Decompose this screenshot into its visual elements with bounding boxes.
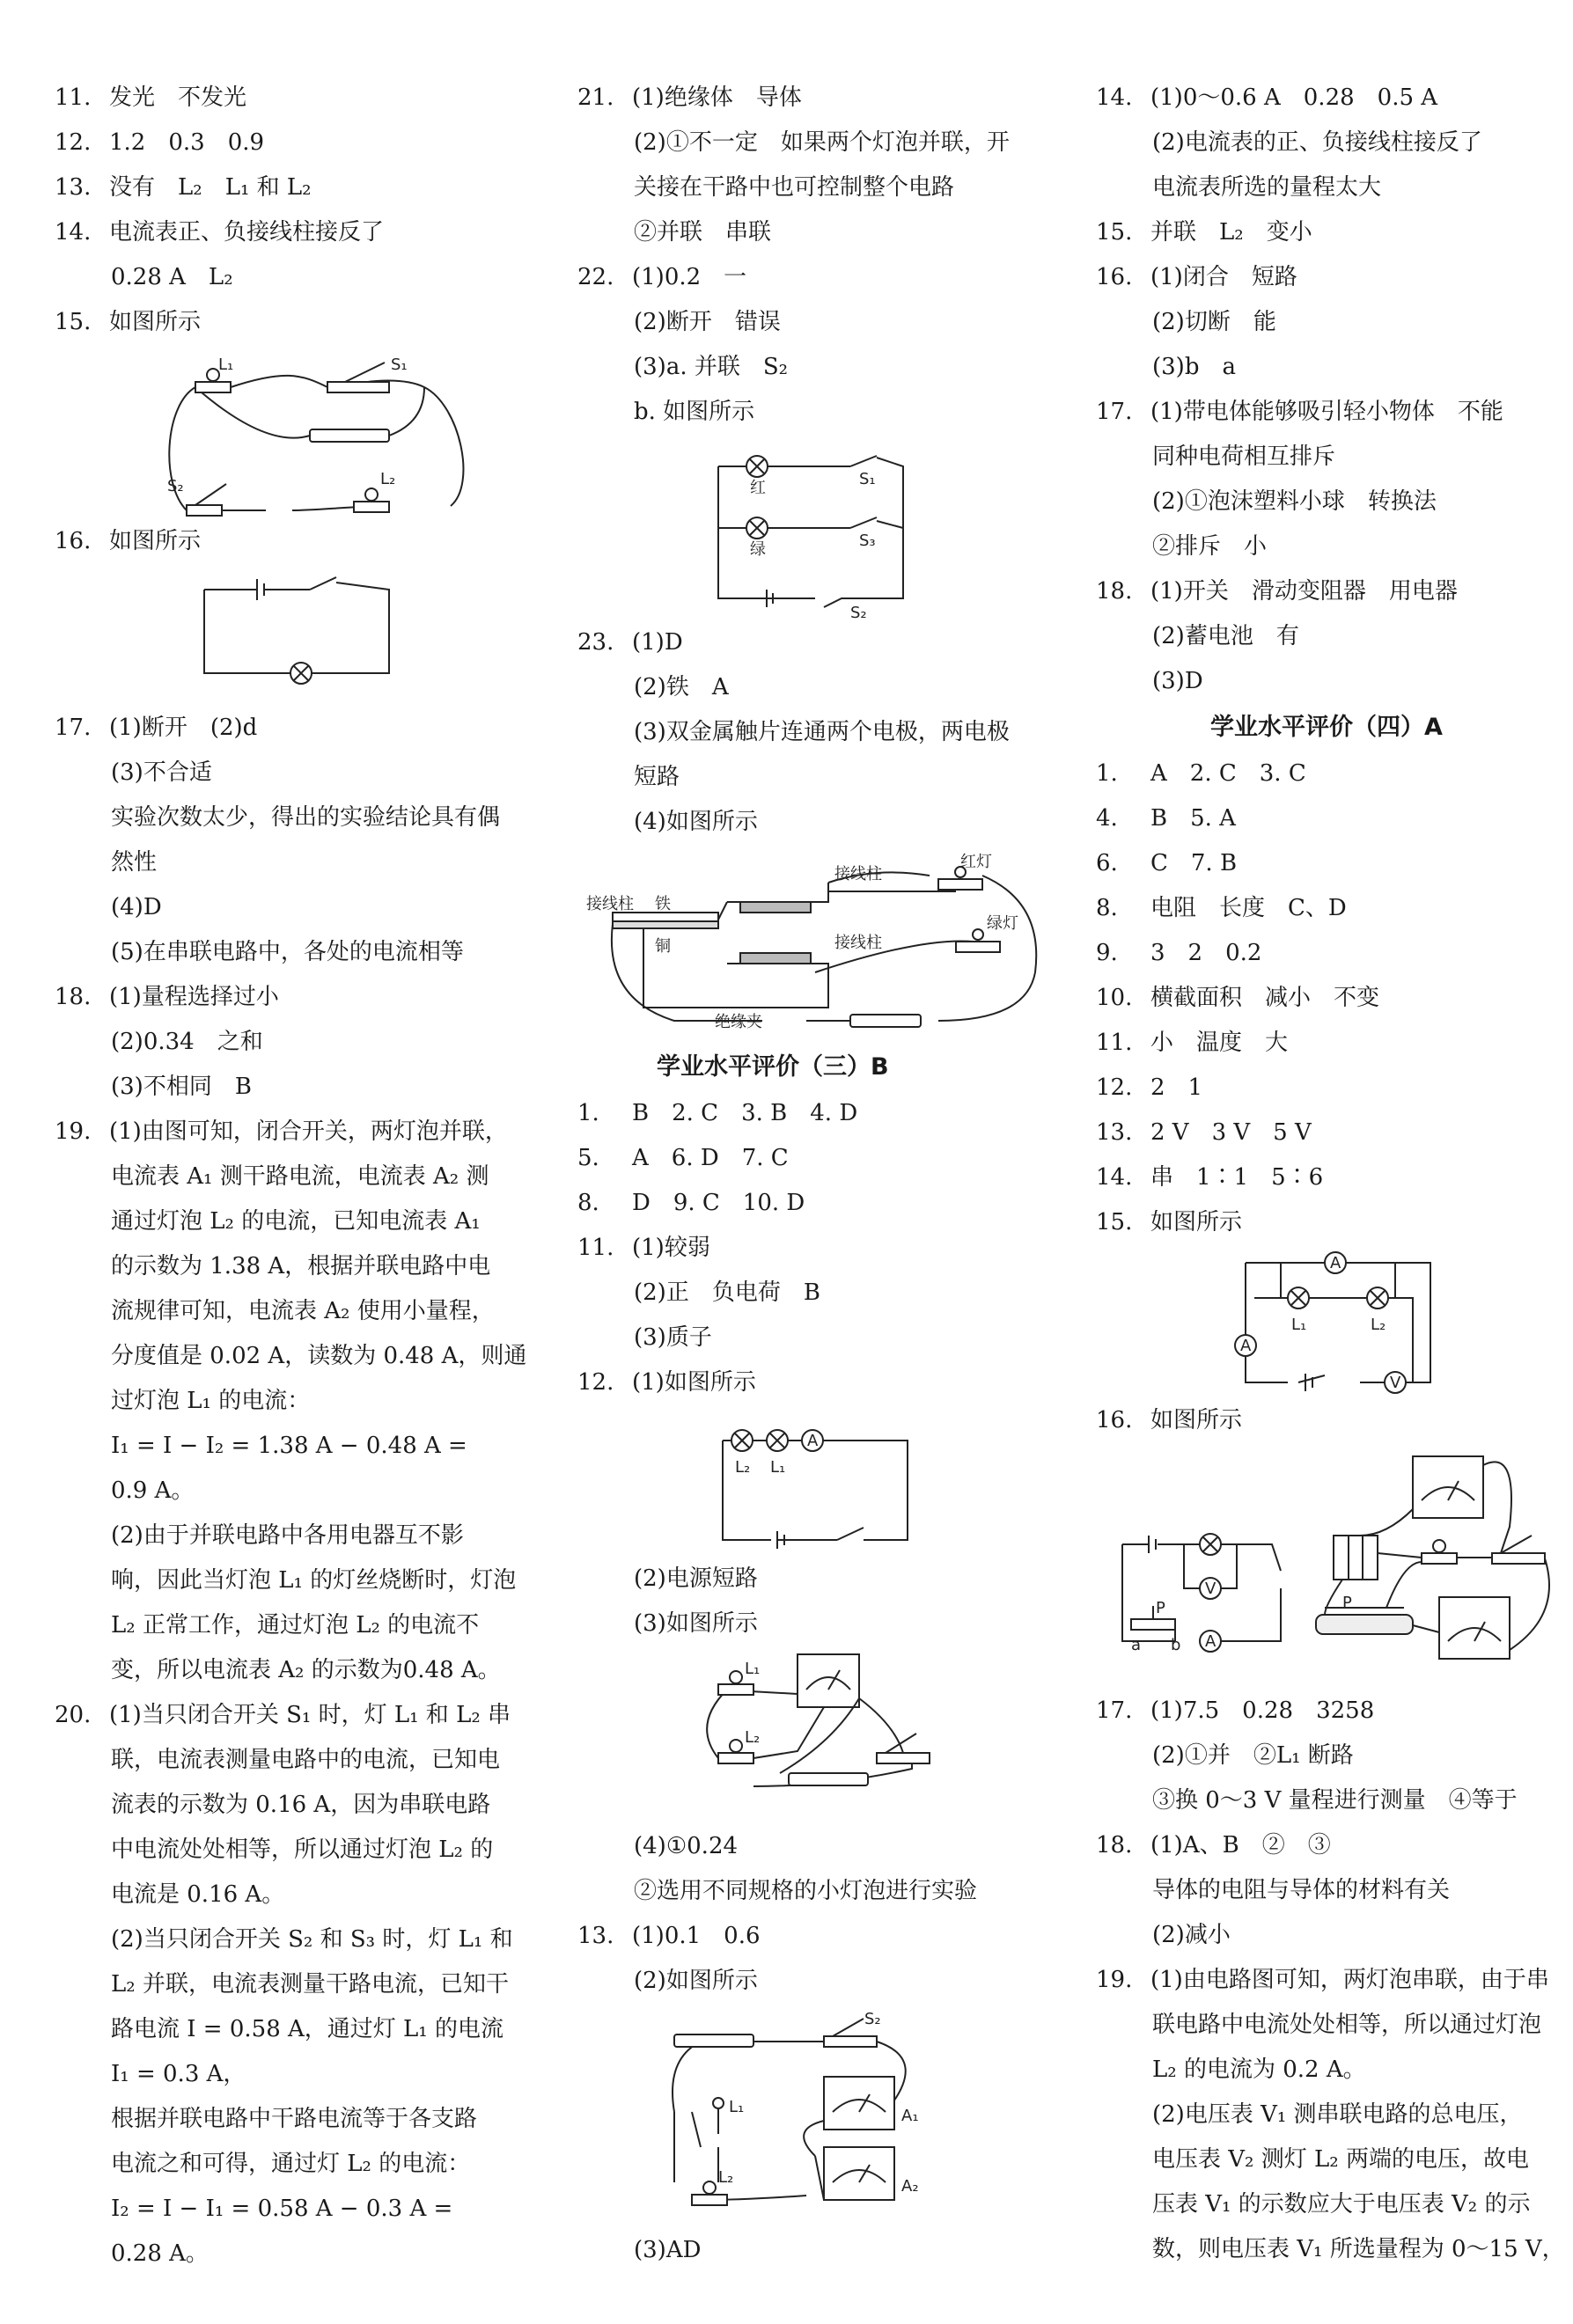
- answer-line: 16. 如图所示: [55, 528, 202, 554]
- answer-line: (2)①不一定 如果两个灯泡并联，开: [634, 129, 1010, 156]
- figure-16-rheostat-circuit: [1122, 1456, 1562, 1676]
- answer-line: 18. (1)开关 滑动变阻器 用电器: [1096, 578, 1458, 605]
- answer-line: 13. 2 V 3 V 5 V: [1096, 1119, 1312, 1146]
- answer-line: 11. 小 温度 大: [1096, 1030, 1289, 1056]
- answer-line: (3)不合适: [111, 759, 212, 786]
- figure-12-physical-circuit: [692, 1654, 938, 1800]
- answer-line: 14. (1)0～0.6 A 0.28 0.5 A: [1096, 84, 1438, 111]
- answer-line: 过灯泡 L₁ 的电流：: [111, 1388, 311, 1414]
- answer-line: (2)正 负电荷 B: [634, 1279, 820, 1306]
- answer-line: 8. 电阻 长度 C、D: [1096, 895, 1347, 921]
- label-b: b: [1171, 1636, 1181, 1654]
- label-s3: S₃: [859, 532, 876, 550]
- label-voltmeter: V: [1205, 1580, 1217, 1598]
- label-red-lamp: 红灯: [960, 853, 992, 871]
- answer-line: (3)a. 并联 S₂: [634, 354, 789, 380]
- answer-line: (4)①0.24: [634, 1833, 739, 1859]
- answer-line: (2)减小: [1152, 1922, 1231, 1948]
- answer-line: 压表 V₁ 的示数应大于电压表 V₂ 的示: [1152, 2191, 1531, 2218]
- answer-line: (2)铁 A: [634, 674, 729, 700]
- label-s2: S₂: [850, 604, 867, 622]
- answer-line: I₁ = 0.3 A，: [111, 2061, 246, 2087]
- label-ammeter: A: [807, 1432, 819, 1450]
- answer-line: 10. 横截面积 减小 不变: [1096, 985, 1380, 1011]
- answer-line: 6. C 7. B: [1096, 850, 1238, 876]
- answer-line: 12. (1)如图所示: [577, 1369, 756, 1396]
- answer-line: 12. 1.2 0.3 0.9: [55, 129, 265, 156]
- answer-line: 响，因此当灯泡 L₁ 的灯丝烧断时，灯泡: [111, 1567, 517, 1594]
- figure-12-circuit-diagram: [723, 1421, 908, 1544]
- label-a1: A₁: [901, 2107, 919, 2125]
- answer-line: 17. (1)断开 (2)d: [55, 715, 258, 741]
- answer-line: 流表的示数为 0.16 A，因为串联电路: [111, 1792, 491, 1818]
- answer-line: 的示数为 1.38 A，根据并联电路中电: [111, 1253, 491, 1279]
- answer-line: 16. 如图所示: [1096, 1407, 1243, 1433]
- answer-line: (5)在串联电路中，各处的电流相等: [111, 939, 464, 965]
- answer-line: 通过灯泡 L₂ 的电流，已知电流表 A₁: [111, 1208, 481, 1235]
- answer-line: 电流表 A₁ 测干路电流，电流表 A₂ 测: [111, 1163, 489, 1190]
- label-green: 绿: [750, 540, 766, 559]
- label-l1: L₁: [1291, 1316, 1307, 1334]
- answer-line: 根据并联电路中干路电流等于各支路: [111, 2106, 478, 2132]
- label-ammeter-top: A: [1330, 1254, 1341, 1272]
- answer-line: (2)电源短路: [634, 1565, 758, 1592]
- answer-line: 5. A 6. D 7. C: [577, 1145, 789, 1171]
- answer-line: (3)质子: [634, 1324, 712, 1351]
- answer-line: 17. (1)7.5 0.28 3258: [1096, 1697, 1375, 1724]
- answer-line: 11. (1)较弱: [577, 1235, 710, 1261]
- answer-line: 1. A 2. C 3. C: [1096, 760, 1306, 787]
- answer-line: 0.28 A L₂: [111, 264, 233, 290]
- label-l1: L₁: [770, 1458, 786, 1477]
- answer-line: 分度值是 0.02 A，读数为 0.48 A，则通: [111, 1343, 527, 1369]
- answer-line: (3)D: [1152, 668, 1203, 694]
- label-terminal-bottom: 接线柱: [834, 934, 882, 952]
- label-s: S₂: [864, 2010, 881, 2028]
- answer-line: 9. 3 2 0.2: [1096, 940, 1262, 966]
- answer-line: 16. (1)闭合 短路: [1096, 264, 1297, 290]
- answer-line: 变，所以电流表 A₂ 的示数为0.48 A。: [111, 1657, 501, 1683]
- answer-line: 1. B 2. C 3. B 4. D: [577, 1100, 858, 1126]
- answer-line: 13. 没有 L₂ L₁ 和 L₂: [55, 174, 312, 201]
- section-heading: 学业水平评价（四）A: [1210, 714, 1443, 741]
- label-a2: A₂: [901, 2177, 919, 2196]
- figure-15-physical-circuit: [160, 352, 486, 519]
- answer-line: (2)切断 能: [1152, 309, 1276, 335]
- label-l2: L₂: [718, 2168, 734, 2187]
- answer-line: L₂ 并联，电流表测量干路电流，已知干: [111, 1971, 509, 1998]
- answer-line: 流规律可知，电流表 A₂ 使用小量程，: [111, 1298, 495, 1324]
- answer-line: ②选用不同规格的小灯泡进行实验: [634, 1878, 978, 1904]
- answer-line: 电流是 0.16 A。: [111, 1881, 285, 1908]
- section-heading: 学业水平评价（三）B: [657, 1053, 889, 1081]
- answer-line: 14. 电流表正、负接线柱接反了: [55, 219, 385, 246]
- answer-line: 关接在干路中也可控制整个电路: [634, 174, 955, 201]
- answer-line: (2)当只闭合开关 S₂ 和 S₃ 时，灯 L₁ 和: [111, 1926, 513, 1953]
- label-s1: S₁: [391, 356, 408, 374]
- label-a: a: [1131, 1636, 1142, 1654]
- label-green-lamp: 绿灯: [987, 914, 1018, 933]
- answer-line: 短路: [634, 764, 680, 790]
- answer-line: 20. (1)当只闭合开关 S₁ 时，灯 L₁ 和 L₂ 串: [55, 1702, 511, 1728]
- answer-line: 0.28 A。: [111, 2240, 209, 2267]
- answer-line: (2)断开 错误: [634, 309, 781, 335]
- answer-line: L₂ 正常工作，通过灯泡 L₂ 的电流不: [111, 1612, 480, 1639]
- answer-line: (2)①泡沫塑料小球 转换法: [1152, 488, 1437, 515]
- label-l1: L₁: [218, 356, 234, 374]
- label-s2: S₂: [167, 477, 184, 495]
- answer-line: ②排斥 小: [1152, 533, 1268, 560]
- answer-line: 0.9 A。: [111, 1477, 195, 1504]
- answer-line: (3)b a: [1152, 354, 1236, 380]
- answer-line: (4)D: [111, 894, 162, 920]
- answer-line: (3)如图所示: [634, 1610, 758, 1637]
- answer-line: 电流表所选的量程太大: [1152, 174, 1382, 201]
- label-l2: L₂: [1371, 1316, 1386, 1334]
- label-ammeter: A: [1205, 1632, 1217, 1651]
- answer-line: 4. B 5. A: [1096, 805, 1236, 832]
- answer-line: ②并联 串联: [634, 219, 772, 246]
- answer-line: (2)蓄电池 有: [1152, 623, 1299, 649]
- answer-line: 19. (1)由图可知，闭合开关，两灯泡并联，: [55, 1118, 508, 1145]
- answer-line: L₂ 的电流为 0.2 A。: [1152, 2056, 1366, 2083]
- answer-line: 8. D 9. C 10. D: [577, 1190, 805, 1216]
- label-l1: L₁: [745, 1660, 761, 1678]
- answer-line: 联电路中电流处处相等，所以通过灯泡: [1152, 2012, 1542, 2038]
- answer-line: 23. (1)D: [577, 629, 683, 656]
- figure-15-meter-circuit: [1237, 1254, 1439, 1395]
- answer-line: 18. (1)量程选择过小: [55, 984, 279, 1010]
- answer-line: (2)0.34 之和: [111, 1029, 263, 1055]
- answer-line: 19. (1)由电路图可知，两灯泡串联，由于串: [1096, 1967, 1549, 1993]
- answer-line: I₁ = I − I₂ = 1.38 A − 0.48 A =: [111, 1433, 467, 1459]
- answer-line: 13. (1)0.1 0.6: [577, 1923, 761, 1949]
- figure-16-circuit-diagram: [204, 572, 389, 678]
- label-l2: L₂: [735, 1458, 751, 1477]
- label-voltmeter: V: [1390, 1374, 1401, 1392]
- answer-line: b. 如图所示: [634, 399, 755, 425]
- answer-line: 22. (1)0.2 一: [577, 264, 747, 290]
- answer-line: (2)电压表 V₁ 测串联电路的总电压，: [1152, 2101, 1523, 2128]
- answer-line: (3)不相同 B: [111, 1074, 252, 1100]
- answer-line: 路电流 I = 0.58 A，通过灯 L₁ 的电流: [111, 2016, 504, 2042]
- label-l1: L₁: [729, 2098, 745, 2116]
- answer-line: 中电流处处相等，所以通过灯泡 L₂ 的: [111, 1836, 494, 1863]
- answer-line: 12. 2 1: [1096, 1074, 1203, 1101]
- answer-line: 电压表 V₂ 测灯 L₂ 两端的电压，故电: [1152, 2146, 1529, 2173]
- label-p: P: [1156, 1599, 1165, 1617]
- label-terminal-left: 接线柱: [586, 895, 634, 913]
- answer-line: 15. 如图所示: [55, 309, 202, 335]
- label-l2: L₂: [380, 470, 396, 488]
- label-ammeter-left: A: [1240, 1337, 1252, 1355]
- answer-line: 同种电荷相互排斥: [1152, 444, 1336, 470]
- answer-line: 15. 如图所示: [1096, 1209, 1243, 1235]
- label-iron: 铁: [655, 895, 671, 913]
- label-insulating-clip: 绝缘夹: [715, 1013, 762, 1031]
- answer-line: 联，电流表测量电路中的电流，已知电: [111, 1747, 501, 1773]
- label-p-physical: P: [1342, 1594, 1352, 1612]
- label-s1: S₁: [859, 470, 876, 488]
- answer-line: I₂ = I − I₁ = 0.58 A − 0.3 A =: [111, 2196, 453, 2222]
- answer-line: 11. 发光 不发光: [55, 84, 247, 111]
- answer-line: 14. 串 1∶1 5∶6: [1096, 1164, 1324, 1191]
- answer-line: 18. (1)A、B ② ③: [1096, 1832, 1331, 1858]
- answer-line: (2)①并 ②L₁ 断路: [1152, 1742, 1354, 1769]
- answer-line: 导体的电阻与导体的材料有关: [1152, 1877, 1451, 1903]
- label-copper: 铜: [655, 937, 671, 956]
- figure-13-physical-circuit: [665, 2010, 947, 2226]
- answer-line: (4)如图所示: [634, 809, 758, 835]
- answer-line: 电流之和可得，通过灯 L₂ 的电流：: [111, 2151, 471, 2177]
- label-l2: L₂: [745, 1728, 761, 1747]
- answer-line: ③换 0～3 V 量程进行测量 ④等于: [1152, 1787, 1518, 1814]
- answer-line: 15. 并联 L₂ 变小: [1096, 219, 1312, 246]
- figure-22-circuit-diagram: [718, 449, 912, 622]
- answer-line: 然性: [111, 849, 158, 876]
- answer-line: 17. (1)带电体能够吸引轻小物体 不能: [1096, 399, 1503, 425]
- figure-23-thermostat-circuit: [586, 853, 1044, 1034]
- answer-line: (2)如图所示: [634, 1968, 758, 1994]
- answer-line: (3)双金属触片连通两个电极，两电极: [634, 719, 1010, 745]
- label-terminal-top: 接线柱: [834, 865, 882, 883]
- answer-line: (3)AD: [634, 2237, 702, 2263]
- answer-line: 21. (1)绝缘体 导体: [577, 84, 802, 111]
- answer-line: 数，则电压表 V₁ 所选量程为 0～15 V，: [1152, 2236, 1565, 2262]
- label-red: 红: [750, 479, 766, 497]
- answer-line: (2)由于并联电路中各用电器互不影: [111, 1522, 464, 1549]
- answer-line: 实验次数太少，得出的实验结论具有偶: [111, 804, 501, 831]
- answer-line: (2)电流表的正、负接线柱接反了: [1152, 129, 1482, 156]
